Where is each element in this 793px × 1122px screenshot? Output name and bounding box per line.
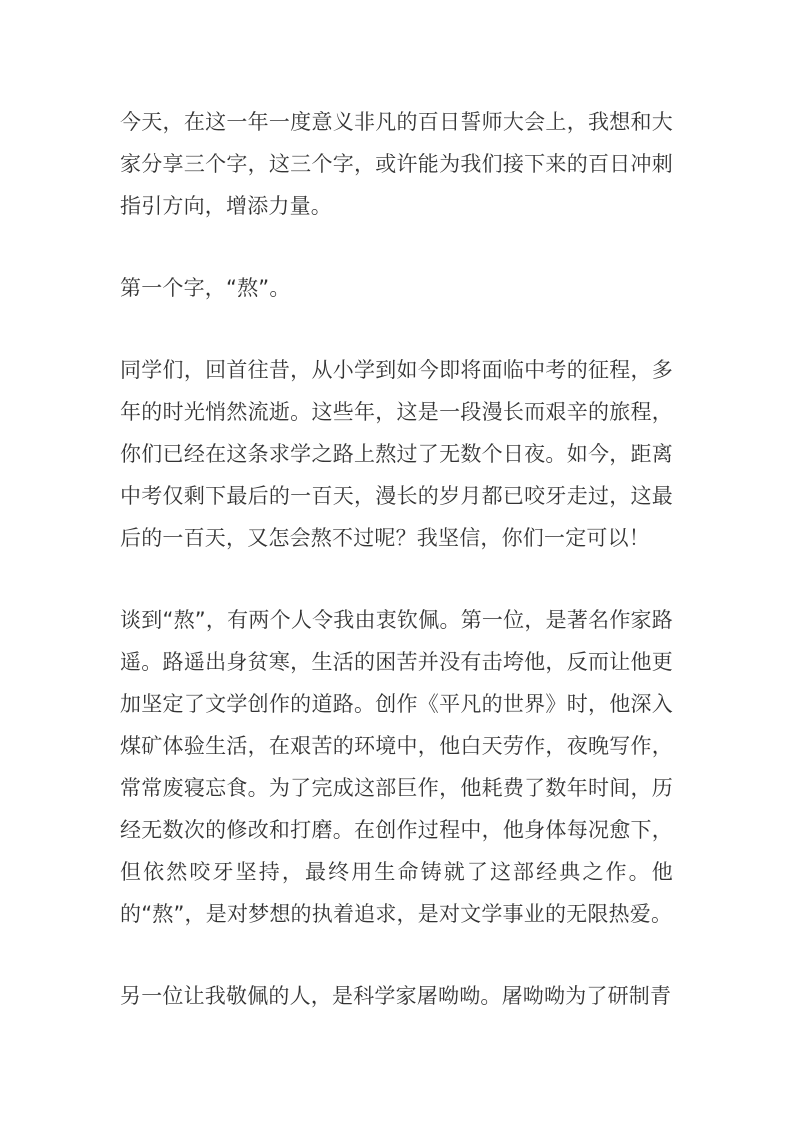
document-text-block [120,0,673,1017]
paragraph-tuyouyou-example: 另一位让我敬佩的人，是科学家屠呦呦。屠呦呦为了研制青 [120,984,672,1008]
paragraph-intro: 今天，在这一年一度意义非凡的百日誓师大会上，我想和大家分享三个字，这三个字，或许能为我们接下来的百日冲刺指引方向，增添力量。 [120,110,673,218]
paragraph-students-journey: 同学们，回首往昔，从小学到如今即将面临中考的征程，多年的时光悄然流逝。这些年，这是一段漫长而艰辛的旅程，你们已经在这条求学之路上熬过了无数个日夜。如今，距离中考仅剩下最后的一百天，漫长的岁月都已咬牙走过，这最后的一百天，又怎会熬不过呢？我坚信，你们一定可以！ [120,358,673,550]
paragraph-first-word-heading: 第一个字，“熬”。 [120,276,291,300]
paragraph-luyao-example: 谈到“熬”，有两个人令我由衷钦佩。第一位，是著名作家路遥。路遥出身贫寒，生活的困苦并没有击垮他，反而让他更加坚定了文学创作的道路。创作《平凡的世界》时，他深入煤矿体验生活，在艰苦的环境中，他白天劳作，夜晚写作，常常废寝忘食。为了完成这部巨作，他耗费了数年时间，历经无数次的修改和打磨。在创作过程中，他身体每况愈下，但依然咬牙坚持，最终用生命铸就了这部经典之作。他的“熬”，是对梦想的执着追求，是对文学事业的无限热爱。 [120,608,673,926]
